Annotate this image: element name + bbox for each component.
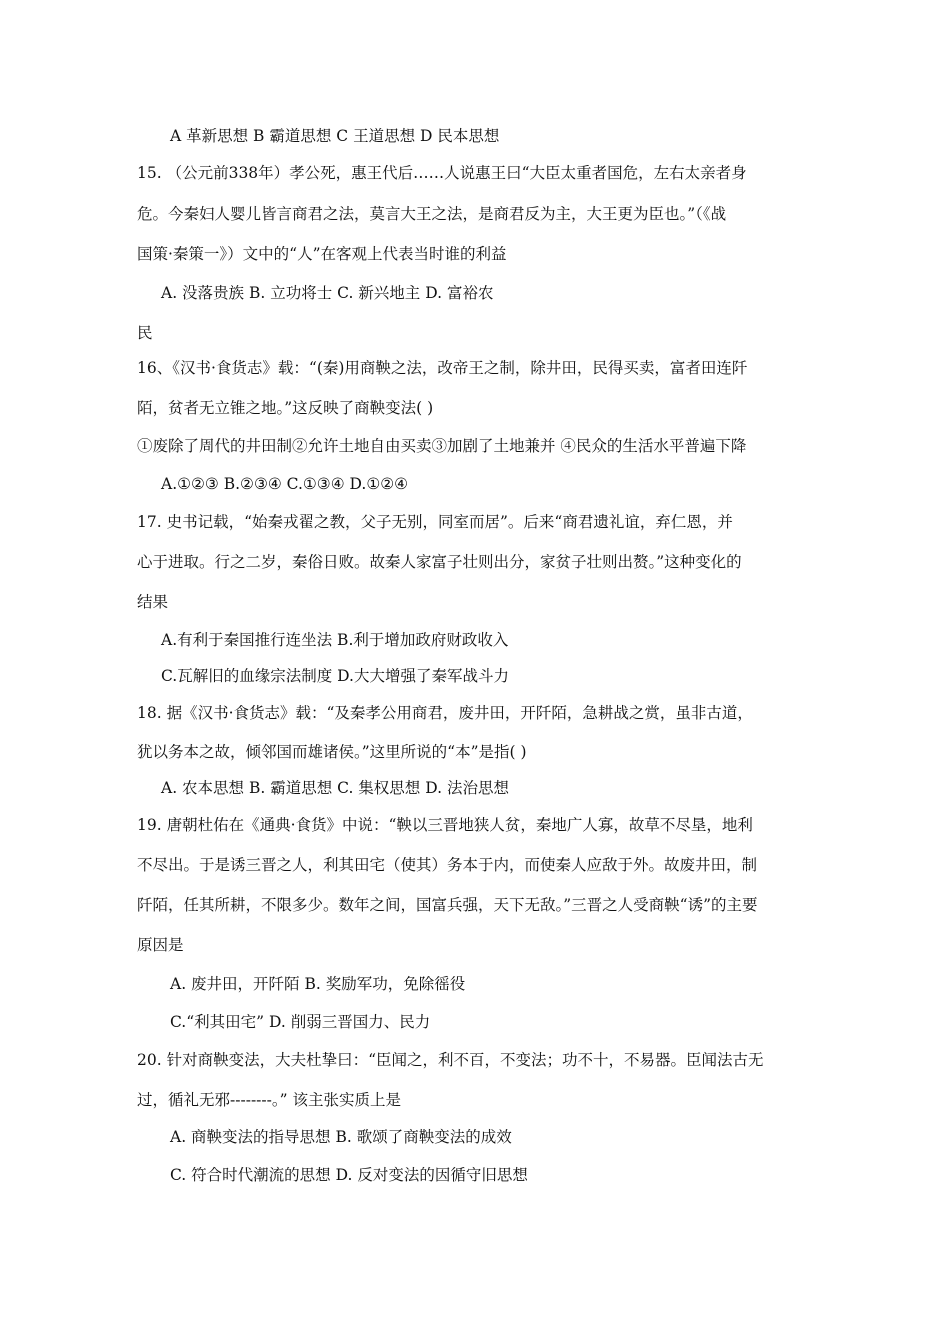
q15-stem-line-3: 国策·秦策一》）文中的“人”在客观上代表当时谁的利益 [137, 245, 507, 263]
q20-options-cd: C. 符合时代潮流的思想 D. 反对变法的因循守旧思想 [170, 1166, 528, 1184]
q17-stem-line-1: 17. 史书记载，“始秦戎翟之教，父子无别，同室而居”。后来“商君遗礼谊，弃仁恩，并 [137, 513, 733, 531]
q19-stem-line-4: 原因是 [137, 936, 184, 954]
q20-stem-line-2: 过，循礼无邪--------。” 该主张实质上是 [137, 1091, 402, 1109]
q19-stem-line-2: 不尽出。于是诱三晋之人，利其田宅（使其）务本于内，而使秦人应敌于外。故废井田，制 [137, 856, 758, 874]
q16-options: A.①②③ B.②③④ C.①③④ D.①②④ [161, 475, 409, 493]
q15-options-wrap: 民 [137, 324, 153, 342]
q15-stem-line-1: 15. （公元前338年）孝公死，惠王代后……人说惠王曰“大臣太重者国危，左右太亲者身 [137, 164, 747, 182]
q19-stem-line-3: 阡陌，任其所耕，不限多少。数年之间，国富兵强，天下无敌。”三晋之人受商鞅“诱”的主要 [137, 896, 758, 914]
q19-stem-line-1: 19. 唐朝杜佑在《通典·食货》中说：“鞅以三晋地狭人贫，秦地广人寡，故草不尽垦，地利 [137, 816, 753, 834]
q18-options: A. 农本思想 B. 霸道思想 C. 集权思想 D. 法治思想 [161, 779, 509, 797]
q17-options-ab: A.有利于秦国推行连坐法 B.利于增加政府财政收入 [161, 631, 509, 649]
q20-stem-line-1: 20. 针对商鞅变法，大夫杜挚曰：“臣闻之，利不百，不变法；功不十，不易器。臣闻法古无 [137, 1051, 764, 1069]
q19-options-cd: C.“利其田宅” D. 削弱三晋国力、民力 [170, 1013, 431, 1031]
q17-stem-line-3: 结果 [137, 593, 169, 611]
q16-statements: ①废除了周代的井田制②允许土地自由买卖③加剧了土地兼并 ④民众的生活水平普遍下降 [137, 437, 747, 455]
q17-options-cd: C.瓦解旧的血缘宗法制度 D.大大增强了秦军战斗力 [161, 667, 509, 685]
q19-options-ab: A. 废井田，开阡陌 B. 奖励军功，免除徭役 [170, 975, 466, 993]
q18-stem-line-1: 18. 据《汉书·食货志》载：“及秦孝公用商君，废井田，开阡陌，急耕战之赏，虽非古道， [137, 704, 753, 722]
q16-stem-line-2: 陌，贫者无立锥之地。”这反映了商鞅变法( ) [137, 399, 434, 417]
q20-options-ab: A. 商鞅变法的指导思想 B. 歌颂了商鞅变法的成效 [170, 1128, 512, 1146]
q17-stem-line-2: 心于进取。行之二岁，秦俗日败。故秦人家富子壮则出分，家贫子壮则出赘。”这种变化的 [137, 553, 742, 571]
q16-stem-line-1: 16、《汉书·食货志》载：“(秦)用商鞅之法，改帝王之制，除井田，民得买卖，富者田连阡 [137, 359, 748, 377]
q15-stem-line-2: 危。今秦妇人婴儿皆言商君之法，莫言大王之法，是商君反为主，大王更为臣也。”（《战 [137, 205, 727, 223]
q18-stem-line-2: 犹以务本之故，倾邻国而雄诸侯。”这里所说的“本”是指( ) [137, 743, 527, 761]
q15-options: A. 没落贵族 B. 立功将士 C. 新兴地主 D. 富裕农 [161, 284, 494, 302]
q14-options: A 革新思想 B 霸道思想 C 王道思想 D 民本思想 [170, 127, 500, 145]
